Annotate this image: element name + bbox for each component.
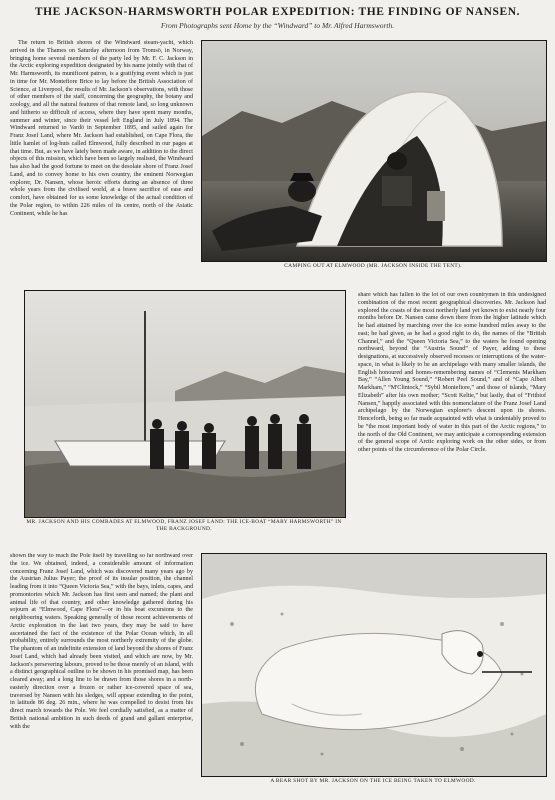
article-column-3: [10, 553, 193, 785]
article-text-col1: The return to British shores of the Windward steam-yacht, which arrived in the Thames on Saturday afternoon from Tromsö, in Norway, bringing home several members of the party led by Mr. F. C. Jackson in the Arctic exploring expedition designated by his name jointly with that of Mr. Harmsworth, its munificent patron, is a gratifying event which is just in time for Mr. Montefiore Brice to lay before the British Association of Science, at Liverpool, the results of Mr. Jackson's observations, with those of other members of the staff, concerning the geography, the botany and zoology, and all the natural features of that remote land, so long unknown and hitherto so difficult of access, where they have spent many months, summer and winter, since their vessel left England in July 1894. The Windward returned to Vardö in September 1895, and sailed again for Franz Josef Land, where Mr. Jackson had established, on Cape Flora, the little hamlet of log-huts called Elmwood, fully described in our pages at that time. But, as we have lately been made aware, in addition to the direct objects of this mission, which have been so largely realised, the Windward has also had the good fortune to meet on the desolate shore of Franz Josef Land, and to convey home to his own country, the eminent Norwegian explorer, Dr. Nansen, whose heroic efforts during an absence of three whole years from the civilised world, at a brave sacrifice of ease and comfort, have obtained for us some knowledge of the actual condition of the Polar region, to within 226 miles of its centre, north of the Asiatic Continent, while he has: [10, 40, 193, 217]
photo-group-ice-boat: [24, 290, 346, 518]
photo-camping-tent: [201, 40, 547, 262]
page-subtitle: From Photographs sent Home by the “Windward” to Mr. Alfred Harmsworth.: [160, 21, 395, 30]
caption-group-photo: MR. JACKSON AND HIS COMRADES AT ELMWOOD, FRANZ JOSEF LAND: THE ICE-BOAT “MARY HARMSWORTH” IN THE BACKGROUND.: [26, 519, 342, 532]
article-column-1: [10, 40, 193, 262]
bear-image: [202, 554, 546, 776]
caption-bear-photo: A BEAR SHOT BY MR. JACKSON ON THE ICE BEING TAKEN TO ELMWOOD.: [270, 778, 476, 784]
article-column-2: [358, 292, 546, 549]
group-image: [25, 291, 345, 517]
photo-bear-on-ice: [201, 553, 547, 777]
article-text-col2: share which has fallen to the lot of our own countrymen in this undesigned combination of the most recent geographical discoveries. Mr. Jackson had explored the coasts of the most northerly land yet known to exist nearly four months before Dr. Nansen came down there from the higher latitude which he had attained by marching over the ice some hundred miles away to the east; he had given, as he had a good right to do, the names of the “British Channel,” and the “Queen Victoria Sea,” to the waters he found opening northward, beyond the “Austria Sound” of Payer, adding to these designations, at successively observed recesses or interruptions of the water-space, in what is likely to be an archipelago with many smaller islands, the English honoured and homes-remembering names of “Clements Markham Bay,” “Allen Young Sound,” “Robert Peel Sound,” and of “Cape Albert Markham,” “M'Clintock,” “Sybil Montefiore,” and those of islands, “Mary Elizabeth” after his own mother; “Scott Keltie,” but lastly, that of “Frithiof Nansen,” happily associated with this nomenclature of the Franz Josef Land archipelago by the Norwegian explorer's descent upon its shores. Henceforth, being so far made acquainted with what is undeniably proved to be “the most important body of water in this part of the Arctic regions,” to the north of the Old Continent, we may anticipate a corresponding extension of the general scope of Arctic exploring work on the other sides, or from other points of the circumference of the Polar Circle.: [358, 292, 546, 453]
page-title: THE JACKSON-HARMSWORTH POLAR EXPEDITION: THE FINDING OF NANSEN.: [34, 6, 521, 18]
tent-image: [202, 41, 546, 261]
article-text-col3: shown the way to reach the Pole itself by travelling so far northward over the ice. We obtained, indeed, a considerable amount of information concerning Franz Josef Land, which was discovered many years ago by the Austrian Julius Payer; the proof of its insular position, the channel leading from it into “Queen Victoria Sea,” with the bays, inlets, capes, and promontories which Mr. Jackson has first seen and named; the plant and animal life of that country, and other knowledge gathered during his sojourn at “Elmwood, Cape Flora”—or in his boat excursions to the neighbouring waters. Speaking generally of those recent achievements of Arctic exploration in the last two years, they may be said to have ascertained the fact of the existence of the Polar Ocean which, in all probability, entirely surrounds the most northerly extremity of the globe. The phantom of an indefinite extension of land beyond the shores of Franz Josef Land, which had already been visited, and which are now, by Mr. Jackson's persevering labours, proved to be those merely of an island, with a distinct geographical outline to be shown in his promised map, has been cleared away; and a long line to be drawn from those shores in a north-easterly direction over a frozen or rather ice-covered space of sea, traversed by Nansen with his sledges, will appear extending to the point, in latitude 86 deg. 26 min., where he was compelled to desist from his direct march towards the Pole. We feel cordially satisfied, as a matter of British national ambition in such deeds of grand and gallant enterprise, with the: [10, 553, 193, 730]
caption-tent-photo: CAMPING OUT AT ELMWOOD (MR. JACKSON INSIDE THE TENT).: [284, 263, 462, 269]
